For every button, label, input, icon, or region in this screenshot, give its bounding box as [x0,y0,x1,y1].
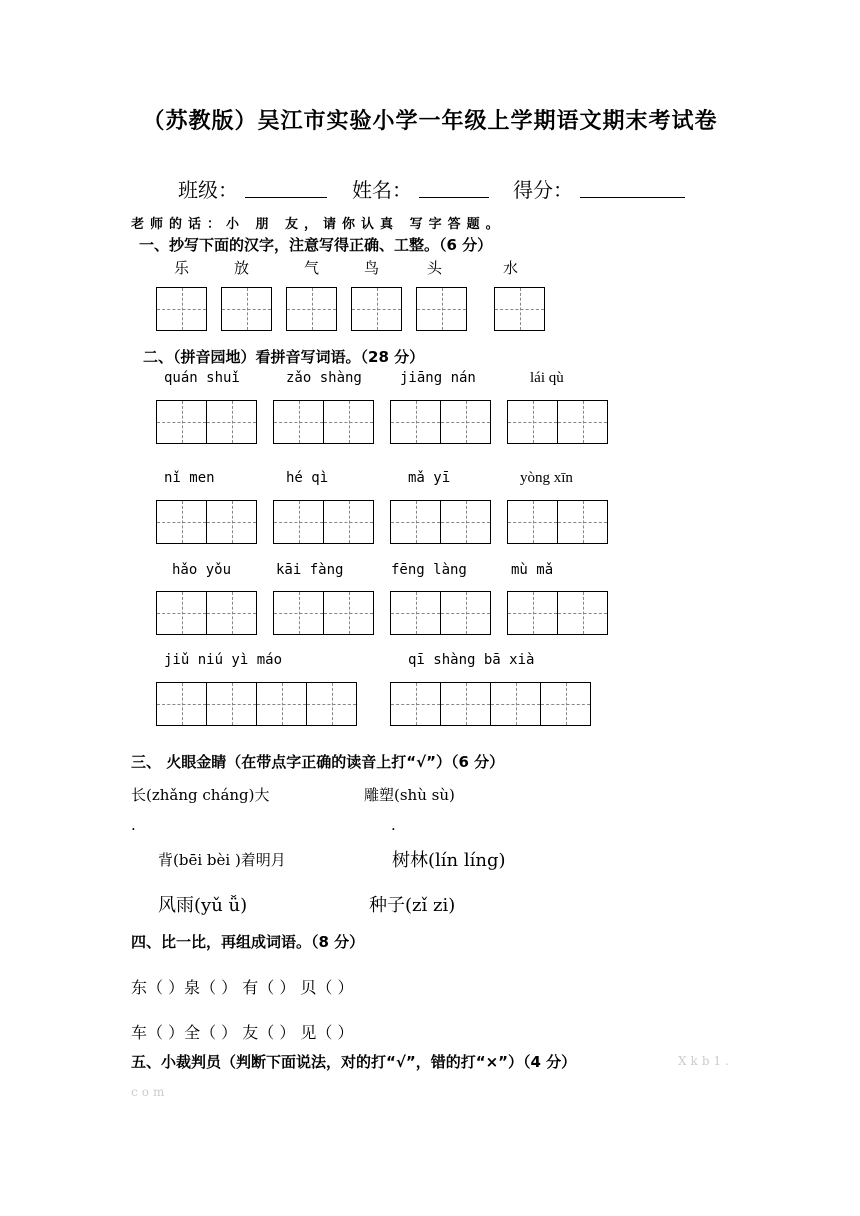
pinyin-label: qī shàng bā xià [408,652,535,668]
pinyin-label: jiǔ niú yì máo [164,652,283,668]
reading-item: 种子(zǐ zi) [369,895,456,916]
answer-grid[interactable] [390,591,490,635]
pinyin-label: hé qì [286,470,329,486]
section-1-heading: 一、抄写下面的汉字，注意写得正确、工整。（6 分） [139,236,493,254]
writing-grid-cell[interactable] [156,287,207,331]
writing-grid-cell[interactable] [494,287,545,331]
answer-grid[interactable] [156,400,256,444]
answer-grid[interactable] [390,400,490,444]
word-row: 车（ ）全（ ） 友（ ） 见（ ） [131,1023,354,1042]
section-5-heading: 五、小裁判员（判断下面说法，对的打“√”，错的打“×”）（4 分） [131,1053,577,1071]
pinyin-label: zǎo shàng [286,370,362,386]
answer-grid[interactable] [156,591,256,635]
answer-grid[interactable] [156,500,256,544]
writing-grid-cell[interactable] [351,287,402,331]
answer-grid[interactable] [156,682,356,726]
reading-item: 雕塑(shù sù) [364,786,455,804]
watermark: Xkb1. [678,1054,733,1068]
teacher-note: 老师的话：小 朋 友，请你认真 写字答题。 [131,217,505,232]
answer-grid[interactable] [390,682,590,726]
writing-grid-cell[interactable] [286,287,337,331]
pinyin-label: jiāng nán [400,370,476,386]
writing-grid-cell[interactable] [221,287,272,331]
score-field[interactable] [580,174,685,198]
pinyin-label: lái qù [530,370,564,386]
copy-char: 水 [503,259,519,277]
class-label: 班级： [178,178,238,202]
class-field[interactable] [245,174,327,198]
score-label: 得分： [513,178,573,202]
copy-char: 乐 [174,259,190,277]
dot-mark: . [131,816,136,834]
reading-item: 树林(lín líng) [392,850,506,871]
answer-grid[interactable] [507,400,607,444]
reading-item: 背(bēi bèi )着明月 [158,851,286,869]
copy-char: 气 [304,259,320,277]
writing-grid-cell[interactable] [416,287,467,331]
page-title: （苏教版）吴江市实验小学一年级上学期语文期末考试卷 [142,109,718,134]
section-2-heading: 二、（拼音园地）看拼音写词语。（28 分） [143,348,425,366]
answer-grid[interactable] [273,500,373,544]
reading-item: 长(zhǎng cháng)大 [131,786,270,804]
pinyin-label: fēng làng [391,562,467,578]
pinyin-label: hǎo yǒu [172,562,232,578]
word-row: 东（ ）泉（ ） 有（ ） 贝（ ） [131,978,354,997]
pinyin-label: kāi fàng [276,562,344,578]
pinyin-label: mù mǎ [511,562,554,578]
section-4-heading: 四、比一比，再组成词语。（8 分） [131,933,365,951]
copy-char: 头 [427,259,443,277]
answer-grid[interactable] [507,500,607,544]
answer-grid[interactable] [390,500,490,544]
pinyin-label: nǐ men [164,470,215,486]
copy-char: 鸟 [364,259,380,277]
pinyin-label: yòng xīn [520,470,573,486]
pinyin-label: quán shuǐ [164,370,240,386]
answer-grid[interactable] [273,591,373,635]
reading-item: 风雨(yǔ ǚ) [158,895,248,916]
name-label: 姓名： [352,178,412,202]
pinyin-label: mǎ yī [408,470,451,486]
answer-grid[interactable] [507,591,607,635]
copy-char: 放 [234,259,250,277]
watermark: com [131,1085,169,1099]
section-3-heading: 三、 火眼金睛（在带点字正确的读音上打“√”）（6 分） [131,753,505,771]
dot-mark: . [391,816,396,834]
name-field[interactable] [419,174,489,198]
answer-grid[interactable] [273,400,373,444]
